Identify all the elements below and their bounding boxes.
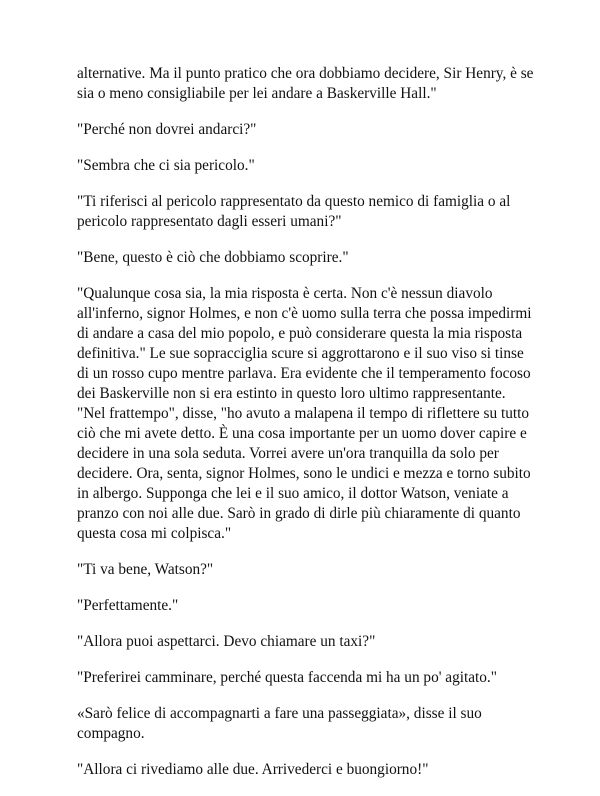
paragraph: "Qualunque cosa sia, la mia risposta è certa. Non c'è nessun diavolo all'inferno, signor Holmes, e non c'è uomo sulla terra che possa impedirmi di andare a casa del mio popolo, e può considerare questa la mia risposta definitiva." Le sue sopracciglia scure si aggrottarono e il suo viso si tinse di un rosso cupo mentre parlava. Era evidente che il temperamento focoso dei Baskerville non si era estinto in questo loro ultimo rappresentante. "Nel frattempo", disse, "ho avuto a malapena il tempo di riflettere su tutto ciò che mi avete detto. È una cosa importante per un uomo dover capire e decidere in una sola seduta. Vorrei avere un'ora tranquilla da solo per decidere. Ora, senta, signor Holmes, sono le undici e mezza e torno subito in albergo. Supponga che lei e il suo amico, il dottor Watson, veniate a pranzo con noi alle due. Sarò in grado di dirle più chiaramente di quanto questa cosa mi colpisca." — [77, 285, 532, 542]
paragraph: "Preferirei camminare, perché questa faccenda mi ha un po' agitato." — [77, 669, 497, 686]
paragraph: «Sarò felice di accompagnarti a fare una passeggiata», disse il suo compagno. — [77, 705, 482, 742]
paragraph: "Perché non dovrei andarci?" — [77, 121, 257, 138]
paragraph: "Bene, questo è ciò che dobbiamo scoprire." — [77, 249, 349, 266]
paragraph: "Perfettamente." — [77, 597, 179, 614]
paragraph: "Ti riferisci al pericolo rappresentato da questo nemico di famiglia o al pericolo rappresentato dagli esseri umani?" — [77, 193, 511, 230]
document-page — [77, 64, 537, 796]
paragraph: "Sembra che ci sia pericolo." — [77, 157, 255, 174]
paragraph: alternative. Ma il punto pratico che ora dobbiamo decidere, Sir Henry, è se sia o meno consigliabile per lei andare a Baskerville Hall." — [77, 65, 534, 102]
paragraph: "Allora puoi aspettarci. Devo chiamare un taxi?" — [77, 633, 376, 650]
paragraph: "Allora ci rivediamo alle due. Arrivederci e buongiorno!" — [77, 761, 429, 778]
paragraph: "Ti va bene, Watson?" — [77, 561, 214, 578]
